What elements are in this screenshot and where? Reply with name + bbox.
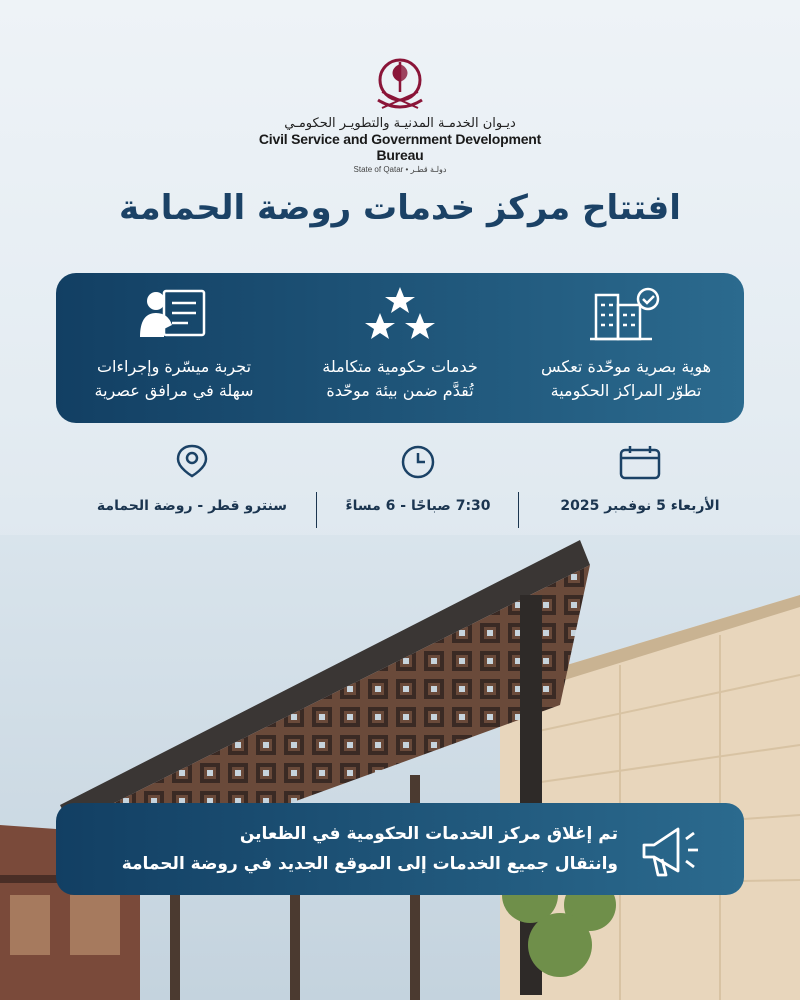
divider [316, 492, 317, 528]
location-pin-icon [172, 444, 212, 480]
bureau-name-english: Civil Service and Government Development Bureau [258, 131, 542, 163]
megaphone-icon [638, 821, 704, 883]
qatar-emblem-icon [370, 52, 430, 114]
feature-line: تجربة ميسّرة وإجراءات [96, 357, 252, 376]
building-photo [0, 535, 800, 1000]
feature-line: هوية بصرية موحّدة تعكس [540, 357, 712, 376]
relocation-notice [56, 803, 744, 895]
feature-easy-experience [64, 285, 284, 403]
event-date: الأربعاء 5 نوفمبر 2025 [560, 498, 720, 514]
page-title: افتتاح مركز خدمات روضة الحمامة [119, 188, 681, 228]
info-date [530, 444, 750, 514]
notice-line: تم إغلاق مركز الخدمات الحكومية في الظعاين [239, 824, 618, 844]
info-location [82, 444, 302, 514]
feature-line: خدمات حكومية متكاملة [322, 357, 478, 376]
event-location: سنترو قطر - روضة الحمامة [96, 498, 288, 514]
notice-text [98, 819, 618, 879]
feature-integrated-services [290, 285, 510, 403]
notice-line: وانتقال جميع الخدمات إلى الموقع الجديد في روضة الحمامة [121, 854, 618, 874]
feature-line: سهلة في مرافق عصرية [94, 381, 254, 400]
features-panel [56, 273, 744, 423]
event-time: 7:30 صباحًا - 6 مساءً [345, 498, 491, 514]
stars-icon [360, 285, 440, 343]
clock-icon [398, 444, 438, 480]
state-label: State of Qatar • دولـة قطـر [353, 165, 447, 174]
person-board-icon [134, 285, 214, 343]
bureau-name-arabic: ديـوان الخدمـة المدنيـة والتطويـر الحكومـي [284, 116, 516, 131]
bureau-logo [250, 52, 550, 172]
feature-line: تُقدَّم ضمن بيئة موحّدة [326, 381, 474, 400]
feature-line: تطوّر المراكز الحكومية [550, 381, 702, 400]
feature-unified-identity [516, 285, 736, 403]
calendar-icon [618, 444, 662, 480]
info-time [308, 444, 528, 514]
building-check-icon [586, 285, 666, 343]
